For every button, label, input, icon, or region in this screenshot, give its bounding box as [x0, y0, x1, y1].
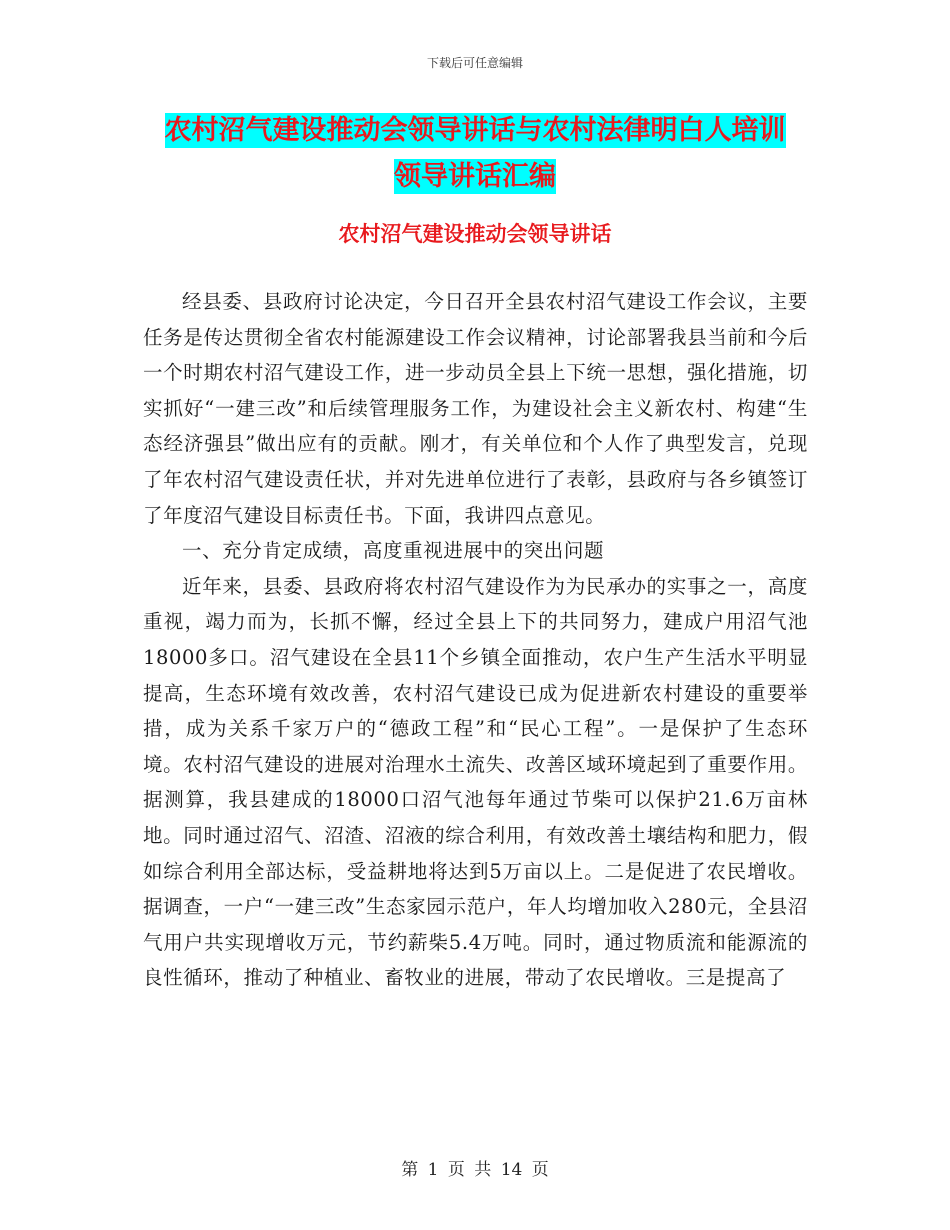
document-body — [143, 284, 808, 996]
paragraph-heading: 一、充分肯定成绩，高度重视进展中的突出问题 — [182, 539, 605, 563]
paragraph: 近年来，县委、县政府将农村沼气建设作为为民承办的实事之一，高度重视，竭力而为，长抓不懈，经过全县上下的共同努力，建成户用沼气池18000多口。沼气建设在全县11个乡镇全面推动，农户生产生活水平明显提高，生态环境有效改善，农村沼气建设已成为促进新农村建设的重要举措，成为关系千家万户的“德政工程”和“民心工程”。一是保护了生态环境。农村沼气建设的进展对治理水土流失、改善区域环境起到了重要作用。据测算，我县建成的18000口沼气池每年通过节柴可以保护21.6万亩林地。同时通过沼气、沼渣、沼液的综合利用，有效改善土壤结构和肥力，假如综合利用全部达标，受益耕地将达到5万亩以上。二是促进了农民增收。据调查，一户“一建三改”生态家园示范户，年人均增加收入280元，全县沼气用户共实现增收万元，节约薪柴5.4万吨。同时，通过物质流和能源流的良性循环，推动了种植业、畜牧业的进展，带动了农民增收。三是提高了 — [143, 574, 808, 990]
document-title-line-1: 农村沼气建设推动会领导讲话与农村法律明白人培训 — [164, 115, 786, 146]
section-title: 农村沼气建设推动会领导讲话 — [338, 222, 612, 246]
document-title-line-2: 领导讲话汇编 — [394, 161, 556, 192]
document-title — [150, 108, 800, 200]
page-number: 第 1 页 共 14 页 — [401, 1160, 549, 1180]
header-note: 下载后可任意编辑 — [426, 56, 523, 70]
paragraph: 经县委、县政府讨论决定，今日召开全县农村沼气建设工作会议，主要任务是传达贯彻全省农村能源建设工作会议精神，讨论部署我县当前和今后一个时期农村沼气建设工作，进一步动员全县上下统一思想，强化措施，切实抓好“一建三改”和后续管理服务工作，为建设社会主义新农村、构建“生态经济强县”做出应有的贡献。刚才，有关单位和个人作了典型发言，兑现了年农村沼气建设责任状，并对先进单位进行了表彰，县政府与各乡镇签订了年度沼气建设目标责任书。下面，我讲四点意见。 — [143, 290, 808, 527]
